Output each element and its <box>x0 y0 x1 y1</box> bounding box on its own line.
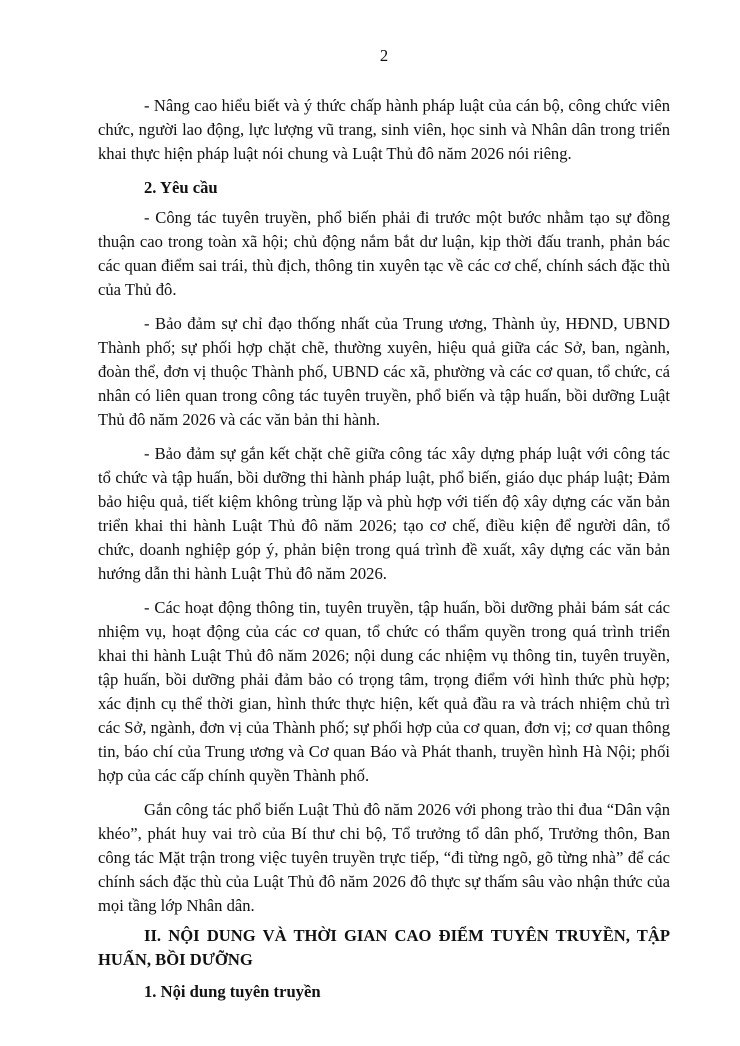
paragraph-requirement-4: - Các hoạt động thông tin, tuyên truyền, tập huấn, bồi dưỡng phải bám sát các nhiệm vụ, hoạt động của các cơ quan, tổ chức có thẩm quyền trong quá trình triển khai thi hành Luật Thủ đô năm 2026; nội dung các nhiệm vụ thông tin, tuyên truyền, tập huấn, bồi dưỡng phải đảm bảo có trọng tâm, trọng điểm với hình thức phù hợp; xác định cụ thể thời gian, hình thức thực hiện, kết quả đầu ra và trách nhiệm chủ trì các Sở, ngành, đơn vị của Thành phố; sự phối hợp của cơ quan, đơn vị; cơ quan thông tin, báo chí của Trung ương và Cơ quan Báo và Phát thanh, truyền hình Hà Nội; phối hợp của các cấp chính quyền Thành phố. <box>98 598 670 785</box>
paragraph-requirement-2: - Bảo đảm sự chỉ đạo thống nhất của Trung ương, Thành ủy, HĐND, UBND Thành phố; sự phối hợp chặt chẽ, thường xuyên, hiệu quả giữa các Sở, ban, ngành, đoàn thể, đơn vị thuộc Thành phố, UBND các xã, phường và các cơ quan, tổ chức, cá nhân có liên quan trong công tác tuyên truyền, phổ biến và tập huấn, bồi dưỡng Luật Thủ đô năm 2026 và các văn bản thi hành. <box>98 314 670 429</box>
paragraph-requirement-5: Gắn công tác phổ biến Luật Thủ đô năm 2026 với phong trào thi đua “Dân vận khéo”, phát huy vai trò của Bí thư chi bộ, Tổ trưởng tổ dân phố, Trưởng thôn, Ban công tác Mặt trận trong việc tuyên truyền trực tiếp, “đi từng ngõ, gõ từng nhà” để các chính sách đặc thù của Luật Thủ đô năm 2026 đô thực sự thấm sâu vào nhận thức của mọi tầng lớp Nhân dân. <box>98 800 670 915</box>
subsection-1-heading: 1. Nội dung tuyên truyền <box>144 982 321 1001</box>
paragraph-intro: - Nâng cao hiểu biết và ý thức chấp hành pháp luật của cán bộ, công chức viên chức, người lao động, lực lượng vũ trang, sinh viên, học sinh và Nhân dân trong triển khai thực hiện pháp luật nói chung và Luật Thủ đô năm 2026 nói riêng. <box>98 96 670 163</box>
page-number: 2 <box>379 46 389 65</box>
section-II-heading: II. NỘI DUNG VÀ THỜI GIAN CAO ĐIỂM TUYÊN TRUYỀN, TẬP HUẤN, BỒI DƯỠNG <box>98 926 670 969</box>
paragraph-requirement-1: - Công tác tuyên truyền, phổ biến phải đi trước một bước nhằm tạo sự đồng thuận cao trong toàn xã hội; chủ động nắm bắt dư luận, kịp thời đấu tranh, phản bác các quan điểm sai trái, thù địch, thông tin xuyên tạc về các cơ chế, chính sách đặc thù của Thủ đô. <box>98 208 670 299</box>
paragraph-requirement-3: - Bảo đảm sự gắn kết chặt chẽ giữa công tác xây dựng pháp luật với công tác tổ chức và tập huấn, bồi dưỡng thi hành pháp luật, phổ biến, giáo dục pháp luật; Đảm bảo hiệu quả, tiết kiệm không trùng lặp và phù hợp với tiến độ xây dựng các văn bản triển khai thi hành Luật Thủ đô năm 2026; tạo cơ chế, điều kiện để người dân, tổ chức, doanh nghiệp góp ý, phản biện trong quá trình đề xuất, xây dựng các văn bản hướng dẫn thi hành Luật Thủ đô năm 2026. <box>98 444 670 583</box>
section-2-heading: 2. Yêu cầu <box>144 178 218 197</box>
